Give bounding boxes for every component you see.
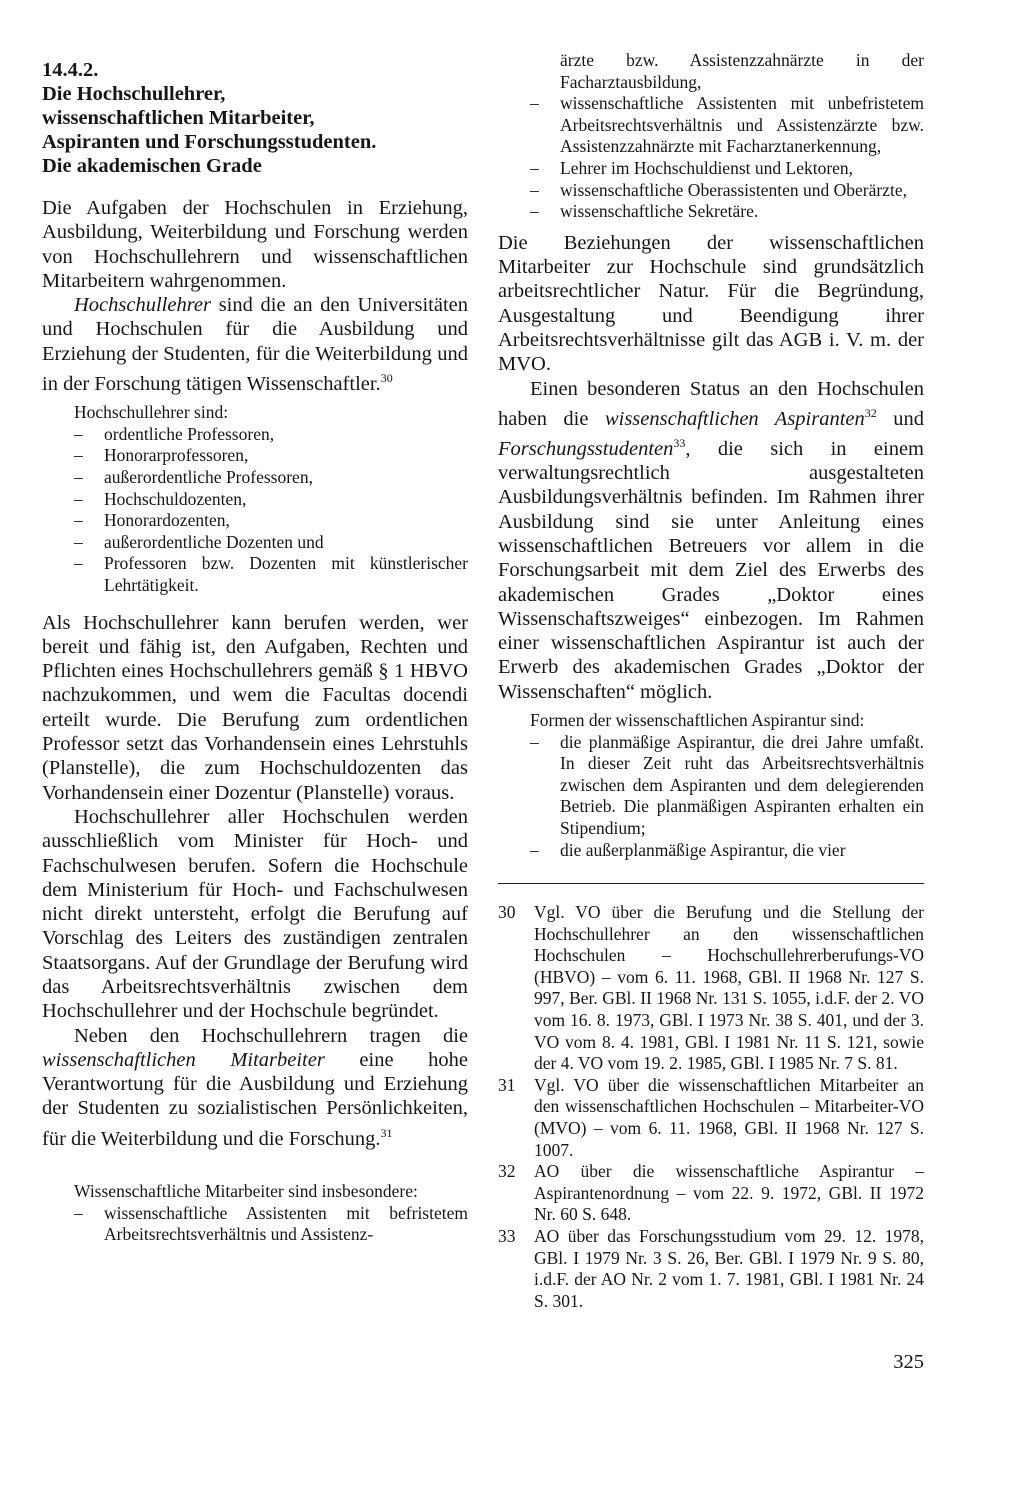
- heading-line: wissenschaftlichen Mitarbeiter,: [42, 107, 315, 129]
- footnote-text: Vgl. VO über die Berufung und die Stellung der Hochschullehrer an den wissenschaftlichen Hochschulen – Hochschullehrerberufungs-VO (HBVO) – vom 6. 11. 1968, GBl. II 1968 Nr. 127 S. 997, Ber. GBl. II 1968 Nr. 131 S. 1055, i.d.F. der 2. VO vom 16. 8. 1973, GBl. I 1973 Nr. 38 S. 401, und der 3. VO vom 8. 4. 1981, GBl. I 1981 Nr. 11 S. 121, sowie der 4. VO vom 19. 2. 1985, GBl. I 1985 Nr. 7 S. 81.: [534, 902, 924, 1074]
- list-block: [74, 1181, 468, 1246]
- list-item: – wissenschaftliche Assistenten mit befristetem Arbeitsrechtsverhältnis und Assistenz-: [74, 1203, 468, 1246]
- paragraph: Einen besonderen Status an den Hochschulen haben die wissenschaftlichen Aspiranten$^{32}$ und Forschungsstudenten$^{33}$, die sich in einem verwaltungsrechtlich ausgestalteten Ausbildungsverhältnis befinden. Im Rahmen ihrer Ausbildung sind sie unter Anleitung eines wissenschaftlichen Betreuers vor allem in die Forschungsarbeit mit dem Ziel des Erwerbs des akademischen Grades „Doktor eines Wissenschaftszweiges“ einbezogen. Im Rahmen einer wissenschaftlichen Aspirantur ist auch der Erwerb des akademischen Grades „Doktor der Wissenschaften“ möglich.: [498, 377, 924, 703]
- footnote-ref: 30: [380, 371, 393, 386]
- list-block: [74, 402, 468, 596]
- list-intro: Formen der wissenschaftlichen Aspirantur sind:: [530, 710, 865, 731]
- list-item: – wissenschaftliche Assistenten mit unbefristetem Arbeitsrechtsverhältnis und Assistenzärzte bzw. Assistenzzahnärzte mit Facharztanerkennung,: [530, 93, 924, 158]
- list-intro: Hochschullehrer sind:: [74, 402, 229, 423]
- section-heading: [42, 58, 472, 178]
- heading-line: Die akademischen Grade: [42, 155, 262, 177]
- footnote-number: 31: [498, 1074, 516, 1095]
- emphasis: wissenschaftlichen Aspiranten: [604, 407, 865, 430]
- page-number: 325: [893, 1351, 924, 1373]
- professor-list: [74, 424, 468, 597]
- paragraph: Hochschullehrer sind die an den Universitäten und Hochschulen für die Ausbildung und Erziehung der Studenten, für die Weiterbildung und in der Forschung tätigen Wissenschaftler.$^{30}$: [42, 294, 468, 395]
- footnote: [498, 902, 924, 1075]
- list-intro: Wissenschaftliche Mitarbeiter sind insbesondere:: [74, 1180, 418, 1201]
- emphasis: Hochschullehrer: [74, 294, 212, 317]
- list-item: – außerordentliche Professoren,: [74, 467, 468, 489]
- paragraph: Hochschullehrer aller Hochschulen werden ausschließlich vom Minister für Hoch- und Fachschulwesen berufen. Sofern die Hochschule dem Ministerium für Hoch- und Fachschulwesen nicht direkt untersteht, erfolgt die Berufung auf Vorschlag des Leiters des zuständigen zentralen Staatsorgans. Auf der Grundlage der Berufung wird das Arbeitsrechtsverhältnis zwischen dem Hochschullehrer und der Hochschule begründet.: [42, 805, 468, 1023]
- aspirantur-list: [530, 732, 924, 862]
- list-item: – die planmäßige Aspirantur, die drei Jahre umfaßt. In dieser Zeit ruht das Arbeitsrechtsverhältnis zwischen dem Aspiranten und dem delegierenden Betrieb. Die planmäßigen Aspiranten erhalten ein Stipendium;: [530, 732, 924, 840]
- emphasis: Forschungsstudenten: [498, 437, 674, 460]
- footnote-text: AO über das Forschungsstudium vom 29. 12. 1978, GBl. I 1979 Nr. 3 S. 26, Ber. GBl. I 1979 Nr. 9 S. 80, i.d.F. der AO Nr. 2 vom 1. 7. 1981, GBl. I 1981 Nr. 24 S. 301.: [534, 1225, 924, 1311]
- footnote-divider: [498, 883, 924, 884]
- footnote-ref: 33: [673, 435, 686, 450]
- list-block: [530, 710, 924, 861]
- paragraph: Neben den Hochschullehrern tragen die wissenschaftlichen Mitarbeiter eine hohe Verantwortung für die Ausbildung und Erziehung der Studenten zu sozialistischen Persönlichkeiten, für die Weiterbildung und die Forschung.$^{31}$: [42, 1024, 468, 1150]
- list-item: – außerordentliche Dozenten und: [74, 532, 468, 554]
- footnote-text: AO über die wissenschaftliche Aspirantur – Aspirantenordnung – vom 22. 9. 1972, GBl. II 1972 Nr. 60 S. 648.: [534, 1161, 924, 1225]
- list-item-continuation: ärzte bzw. Assistenzzahnärzte in der Facharztausbildung,: [560, 50, 924, 92]
- list-item: – die außerplanmäßige Aspirantur, die vier: [530, 840, 924, 862]
- list-item: – Professoren bzw. Dozenten mit künstlerischer Lehrtätigkeit.: [74, 553, 468, 596]
- list-item: – wissenschaftliche Sekretäre.: [530, 201, 924, 223]
- footnote: [498, 1161, 924, 1226]
- paragraph: Die Aufgaben der Hochschulen in Erziehung, Ausbildung, Weiterbildung und Forschung werden von Hochschullehrern und wissenschaftlichen Mitarbeitern wahrgenommen.: [42, 197, 468, 292]
- footnote-number: 32: [498, 1161, 516, 1182]
- section-number: 14.4.2.: [42, 59, 99, 81]
- footnote: [498, 1226, 924, 1312]
- list-item: – wissenschaftliche Oberassistenten und Oberärzte,: [530, 180, 924, 202]
- list-item: – Hochschuldozenten,: [74, 489, 468, 511]
- footnote-ref: 31: [380, 1125, 393, 1140]
- list-item: – Honorarprofessoren,: [74, 445, 468, 467]
- footnote-text: Vgl. VO über die wissenschaftlichen Mitarbeiter an den wissenschaftlichen Hochschulen – Mitarbeiter-VO (MVO) – vom 6. 11. 1968, GBl. II 1968 Nr. 127 S. 1007.: [534, 1074, 924, 1160]
- staff-list: [74, 1203, 468, 1246]
- list-block: [530, 50, 924, 223]
- footnote-number: 30: [498, 902, 516, 922]
- footnote-ref: 32: [864, 405, 877, 420]
- footnotes: [498, 902, 924, 1312]
- paragraph: Die Beziehungen der wissenschaftlichen Mitarbeiter zur Hochschule sind grundsätzlich arbeitsrechtlicher Natur. Für die Begründung, Ausgestaltung und Beendigung ihrer Arbeitsrechtsverhältnisse gilt das AGB i. V. m. der MVO.: [498, 231, 924, 376]
- staff-list-continued: [530, 93, 924, 223]
- list-item: – Lehrer im Hochschuldienst und Lektoren,: [530, 158, 924, 180]
- list-item: – Honorardozenten,: [74, 510, 468, 532]
- emphasis: wissenschaftlichen Mitarbeiter: [42, 1048, 325, 1071]
- heading-line: Die Hochschullehrer,: [42, 83, 226, 105]
- list-item: – ordentliche Professoren,: [74, 424, 468, 446]
- footnote-number: 33: [498, 1225, 516, 1246]
- footnote: [498, 1075, 924, 1161]
- heading-line: Aspiranten und Forschungsstudenten.: [42, 131, 377, 153]
- paragraph: Als Hochschullehrer kann berufen werden, wer bereit und fähig ist, den Aufgaben, Rechten und Pflichten eines Hochschullehrers gemäß § 1 HBVO nachzukommen, und wem die Facultas docendi erteilt wurde. Die Berufung zum ordentlichen Professor setzt das Vorhandensein eines Lehrstuhls (Planstelle), die zum Hochschuldozenten das Vorhandensein einer Dozentur (Planstelle) voraus.: [42, 611, 468, 804]
